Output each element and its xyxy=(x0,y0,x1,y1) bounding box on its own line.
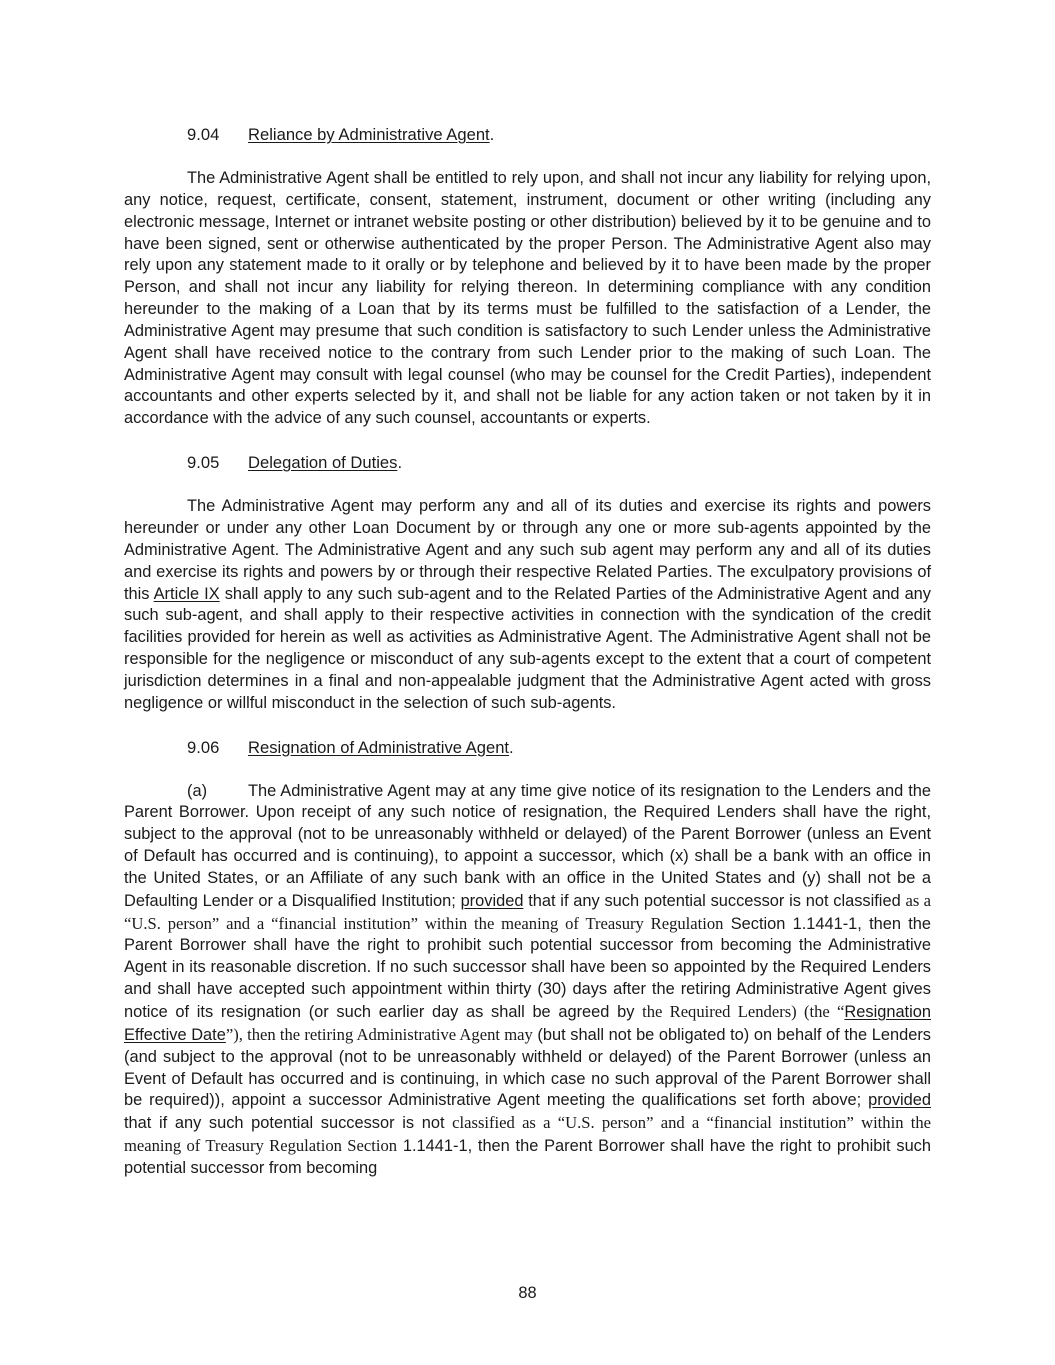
body-text: Section 1.1441-1, then the Parent Borrower shall have the right to prohibit such potential successor from becoming the Administrative Agent in its reasonable discretion. If no such successor shall have been so appointed by the Required Lenders and shall have accepted such appointment within thirty (30) days after the retiring Administrative Agent gives notice of its resignation (or such earlier day as shall be agreed by xyxy=(124,914,931,1021)
section-number: 9.05 xyxy=(187,453,220,473)
section-body-9-05 xyxy=(124,496,931,714)
body-text: The Administrative Agent may perform any and all of its duties and exercise its rights and powers hereunder or under any other Loan Document by or through any one or more sub-agents appointed by the Administrative Agent. The Administrative Agent and any such sub agent may perform any and all of its duties and exercise its rights and powers by or through their respective Related Parties. The exculpatory provisions of this xyxy=(124,497,931,603)
body-text: (but shall not be obligated to) on behalf of the Lenders (and subject to the approval (not to be unreasonably withheld or delayed) of the Parent Borrower (unless an Event of Default has occurred and is continuing, in which case no such approval of the Parent Borrower shall be required)), appoint a successor Administrative Agent meeting the qualifications set forth above; xyxy=(124,1025,931,1110)
body-text-serif: the Required Lenders) (the “ xyxy=(642,1002,845,1021)
provided-term: provided xyxy=(868,1091,931,1110)
body-text-serif: classified as a “U.S. person” and a “financial institution” within the meaning of Treasury Regulation Section xyxy=(124,1113,932,1156)
document-page xyxy=(124,124,931,1202)
body-text: that if any such potential successor is not classified xyxy=(523,891,906,910)
defined-term: Resignation Effective Date xyxy=(124,1003,931,1044)
body-text: shall apply to any such sub-agent and to the Related Parties of the Administrative Agent and any such sub-agent, and shall apply to their respective activities in connection with the syndication of the credit facilities provided for herein as well as activities as Administrative Agent. The Administrative Agent shall not be responsible for the negligence or misconduct of any sub-agents except to the extent that a court of competent jurisdiction determines in a final and non-appealable judgment that the Administrative Agent acted with gross negligence or willful misconduct in the selection of such sub-agents. xyxy=(124,584,931,712)
section-title: Delegation of Duties xyxy=(248,453,398,473)
section-number: 9.04 xyxy=(187,125,220,144)
section-title: Reliance by Administrative Agent xyxy=(248,125,490,144)
subsection-label: (a) xyxy=(187,781,208,800)
section-heading-9-06 xyxy=(124,737,931,759)
section-title: Resignation of Administrative Agent xyxy=(248,737,510,757)
provided-term: provided xyxy=(460,891,524,910)
body-text: that if any such potential successor is not xyxy=(124,1114,453,1133)
section-heading-9-04 xyxy=(124,124,931,146)
body-text: The Administrative Agent may at any time give notice of its resignation to the Lenders and the Parent Borrower. Upon receipt of any such notice of resignation, the Required Lenders shall have the right, subject to the approval (not to be unreasonably withheld or delayed) of the Parent Borrower (unless an Event of Default has occurred and is continuing), to appoint a successor, which (x) shall be a bank with an office in the United States, or an Affiliate of any such bank with an office in the United States and (y) shall not be a Defaulting Lender or a Disqualified Institution; xyxy=(124,781,931,910)
heading-period: . xyxy=(397,453,403,473)
section-body-9-04: The Administrative Agent shall be entitled to rely upon, and shall not incur any liability for relying upon, any notice, request, certificate, consent, statement, instrument, document or other writing (including any electronic message, Internet or intranet website posting or other distribution) believed by it to be genuine and to have been signed, sent or otherwise authenticated by the proper Person. The Administrative Agent also may rely upon any statement made to it orally or by telephone and believed by it to have been made by the proper Person, and shall not incur any liability for relying thereon. In determining compliance with any condition hereunder to the making of a Loan that by its terms must be fulfilled to the satisfaction of a Lender, the Administrative Agent may presume that such condition is satisfactory to such Lender unless the Administrative Agent shall have received notice to the contrary from such Lender prior to the making of such Loan. The Administrative Agent may consult with legal counsel (who may be counsel for the Credit Parties), independent accountants and other experts selected by it, and shall not be liable for any action taken or not taken by it in accordance with the advice of any such counsel, accountants or experts. xyxy=(124,169,931,428)
heading-period: . xyxy=(489,125,495,144)
body-text: 1.1441-1, then the Parent Borrower shall have the right to prohibit such potential successor from becoming xyxy=(124,1137,931,1177)
heading-period: . xyxy=(509,737,514,757)
section-number: 9.06 xyxy=(187,737,220,757)
section-body-9-06-a xyxy=(124,781,931,1180)
body-text-serif: as a “U.S. person” and a “financial institution” within the meaning of Treasury Regulation xyxy=(124,890,932,933)
body-text-serif: ”), then the retiring Administrative Agent may xyxy=(225,1024,533,1044)
section-heading-9-05 xyxy=(124,452,931,474)
article-reference: Article IX xyxy=(153,584,220,603)
page-number: 88 xyxy=(518,1284,537,1302)
